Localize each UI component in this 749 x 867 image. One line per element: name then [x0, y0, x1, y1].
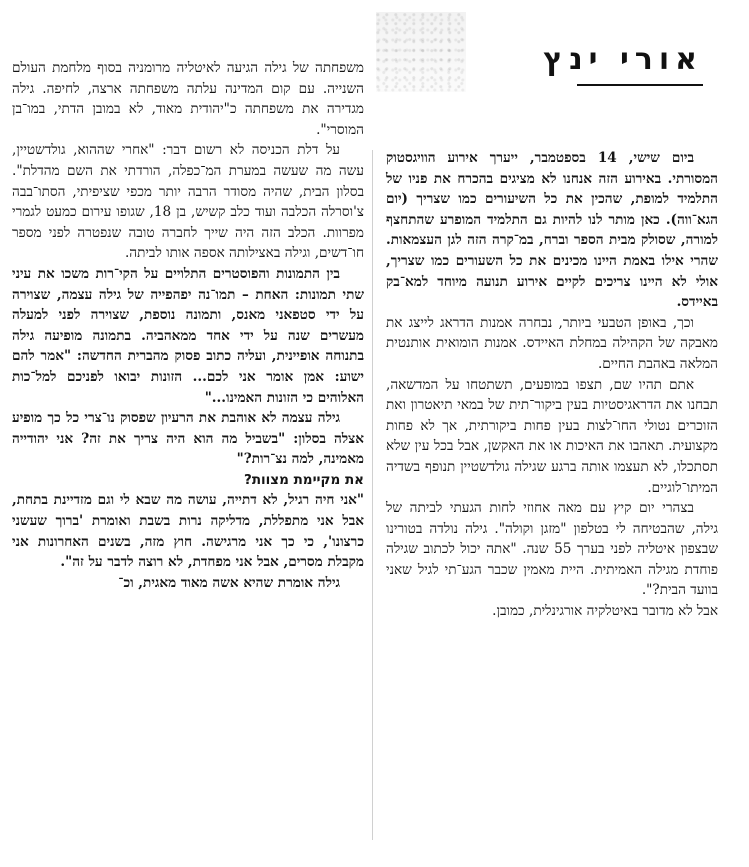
author-byline: אורי ינץ — [543, 42, 703, 77]
paragraph: ביום שישי, 14 בספטמבר, ייערך אירוע הוויגסטוק המסורתי. באירוע הזה אנחנו לא מציגים בהכרח את פניו של התלמיד למופת, שהכין את כל השיעורים כמו שצריך (יום הגא־ווה). כאן מותר לנו להיות גם התלמיד המופרע שהתחצף למורה, שסולק מבית הספר וברח, במ־קרה הזה לגן העצמאות. שהרי אילו באמת היינו מכינים את כל השעורים כמו שצריך, אולי לא היינו צריכים לקיים אירוע תנועה מיוחד למא־בק באיידס. — [386, 150, 718, 311]
paragraph: אבל לא מדובר באיטלקיה אורגינלית, כמובן. — [492, 603, 718, 620]
paragraph: וכך, באופן הטבעי ביותר, נבחרה אמנות הדראג לייצג את מאבקה של הקהילה במחלת האיידס. אמנות הומואית אותנטית המלאה באהבת החיים. — [386, 314, 718, 372]
paragraph: בצהרי יום קיץ עם מאה אחוזי לחות הגעתי לביתה של גילה, שהבטיחה לי בטלפון "מזגן וקולה". גילה נולדה בטורינו שבצפון איטליה לפני בערך 55 שנה. "אתה יכול לכתוב שגילה פוחדת מגילה האמיתית. היית מאמין שכבר הגע־תי לגיל שאני בוועד הבית?". — [386, 500, 718, 599]
column-divider — [372, 150, 373, 840]
paragraph: גילה עצמה לא אוהבת את הרעיון שפסוק נו־צרי כל כך מופיע אצלה בסלון: "בשביל מה הוא היה צריך את זה? אני יהודייה מאמינה, למה נצ־רות?" — [12, 410, 364, 468]
paragraph: גילה אומרת שהיא אשה מאוד מאגית, וכ־ — [118, 574, 340, 591]
paragraph: משפחתה של גילה הגיעה לאיטליה מרומניה בסוף מלחמת העולם השנייה. עם קום המדינה עלתה משפחתה ארצה, לחיפה. גילה מגדירה את משפחתה כ"יהודית מאוד, לא במובן הדתי, במו־בן המוסרי". — [12, 60, 364, 138]
paragraph: אתם תהיו שם, תצפו במופעים, תשתטחו על המדשאה, תבחנו את הדראגיסטיות בעין ביקור־תית של במאי תיאטרון ואת הזוכרים נטולי החו־לצות בעין פחות ביקורתית, אך לא פחות מקצועית. תאהבו את האיכות או את האקשן, אבל בכל עין שלא תסתכלו, לא תעצמו אותה ברגע שגילה גולדשטיין תנופף בשדיה המיתו־לוגיים. — [386, 376, 718, 496]
right-column — [386, 148, 718, 622]
scan-artifact — [376, 12, 466, 92]
paragraph: "אני חיה רגיל, לא דתייה, עושה מה שבא לי וגם מזדיינת בתחת, אבל אני מתפללת, מדליקה נרות בשבת ואומרת 'ברוך שעשני כרצונו', כי כך אני מרגישה. חוץ מזה, בשנים האחרונות אני מקבלת מסרים, אבל אני מפחדת, לא רוצה לדבר על זה". — [12, 492, 364, 571]
paragraph: על דלת הכניסה לא רשום דבר: "אחרי שההוא, גולדשטיין, עשה מה שעשה במערת המ־כפלה, הורדתי את השם מהדלת". בסלון הבית, שהיה מסודר הרבה יותר מכפי שציפיתי, הסתו־בבה צ'וסרלה הכלבה ועוד כלב קשיש, בן 18, שגופו עירום כמעט לגמרי מפרוות. הכלב הזה היה שייך לחברה טובה שנפטרה לפני מספר חו־דשים, וגילה באצילותה אספה אותו לביתה. — [12, 142, 364, 262]
paragraph: בין התמונות והפוסטרים התלויים על הקי־רות משכו את עיני שתי תמונות: האחת – תמו־נה יפהפייה של גילה עצמה, שצוירה על ידי סטפאני מאנס, ותמונה נוספת, שצוירה לפני למעלה מעשרים שנה על ידי אחד ממאהביה. בתמונה מופיעה גילה בתנוחה אופיינית, ועליה כתוב פסוק מהברית החדשה: "אמר להם ישוע: אמן אומר אני לכם... הזונות יבואו לפניכם למל־כות האלוהים כי הזונות האמינו..." — [12, 265, 364, 406]
interview-question: את מקיימת מצוות? — [243, 471, 364, 488]
left-column — [12, 58, 364, 593]
byline-underline — [577, 84, 703, 86]
